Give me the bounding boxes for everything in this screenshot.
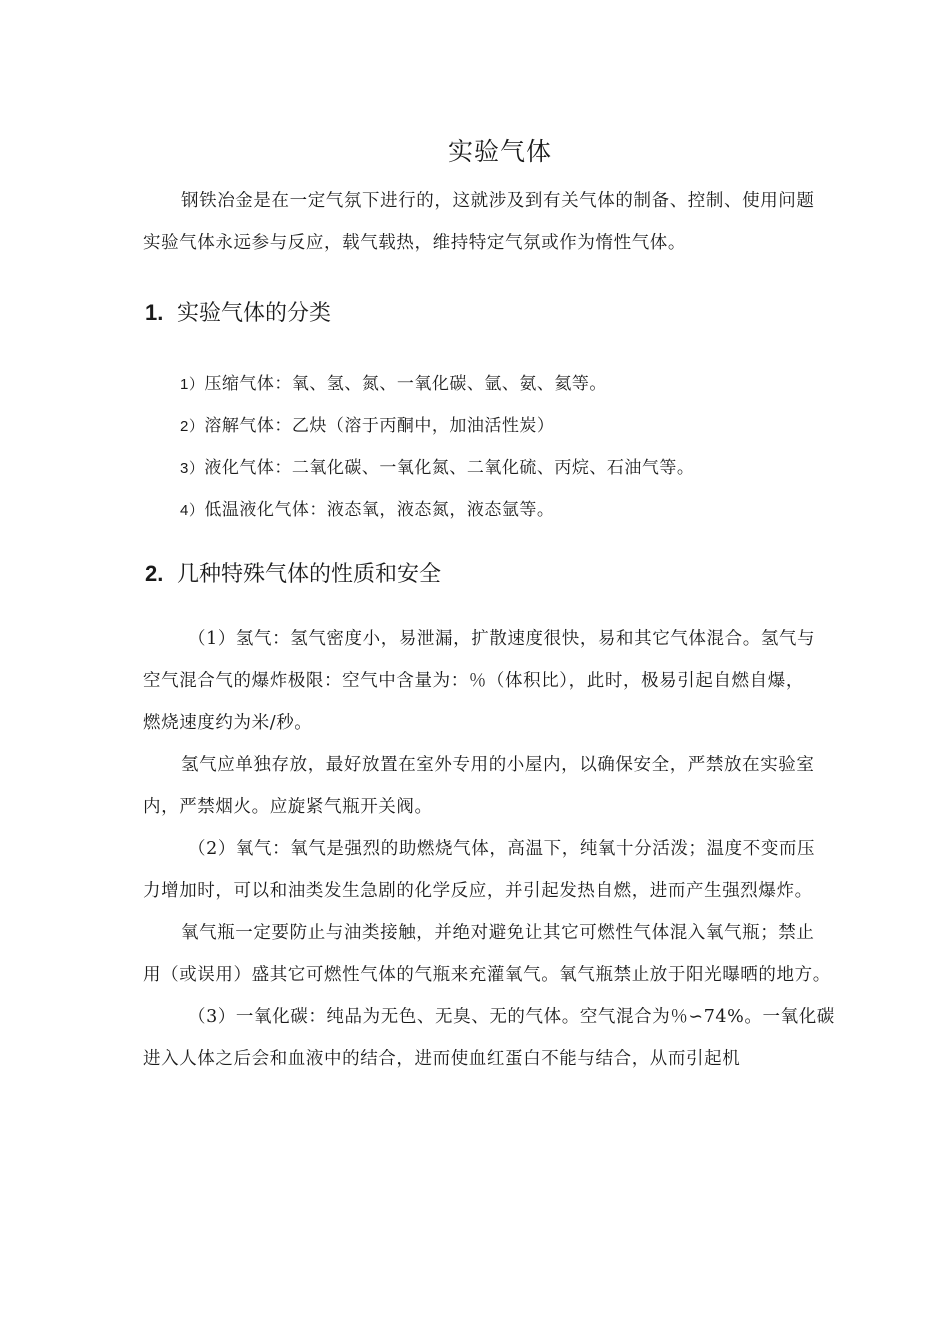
list-item-text: 低温液化气体：液态氧，液态氮，液态氩等。 [204, 500, 555, 520]
list-item-text: 溶解气体：乙炔（溶于丙酮中，加油活性炭） [204, 416, 555, 436]
oxygen-cylinder-line-1: 氧气瓶一定要防止与油类接触，并绝对避免让其它可燃性气体混入氧气瓶；禁止 [181, 923, 815, 943]
hydrogen-line-1: （1）氢气：氢气密度小，易泄漏，扩散速度很快，易和其它气体混合。氢气与 [188, 629, 816, 649]
list-item-marker: 1） [180, 376, 205, 393]
oxygen-line-2: 力增加时，可以和油类发生急剧的化学反应，并引起发热自燃，进而产生强烈爆炸。 [143, 881, 813, 901]
oxygen-line-1: （2）氧气：氧气是强烈的助燃烧气体，高温下，纯氧十分活泼；温度不变而压 [188, 839, 816, 859]
section-2-title: 几种特殊气体的性质和安全 [177, 562, 442, 587]
carbon-monoxide-line-1: （3）一氧化碳：纯品为无色、无臭、无的气体。空气混合为％∽74%。一氧化碳 [188, 1007, 835, 1027]
intro-line-2: 实验气体永远参与反应，载气载热，维持特定气氛或作为惰性气体。 [143, 233, 686, 253]
hydrogen-line-3: 燃烧速度约为米/秒。 [143, 713, 313, 733]
list-item-marker: 2） [180, 418, 205, 435]
section-1-title: 实验气体的分类 [177, 301, 332, 326]
list-item [180, 495, 554, 526]
intro-line-1: 钢铁冶金是在一定气氛下进行的，这就涉及到有关气体的制备、控制、使用问题 [181, 191, 815, 211]
hydrogen-storage-line-1: 氢气应单独存放，最好放置在室外专用的小屋内，以确保安全，严禁放在实验室 [181, 755, 815, 775]
section-2-number: 2. [145, 561, 164, 586]
list-item [180, 453, 694, 484]
oxygen-cylinder-line-2: 用（或误用）盛其它可燃性气体的气瓶来充灌氧气。氧气瓶禁止放于阳光曝晒的地方。 [143, 965, 831, 985]
list-item-text: 液化气体：二氧化碳、一氧化氮、二氧化硫、丙烷、石油气等。 [204, 458, 695, 478]
section-1-heading [145, 296, 331, 331]
list-item-marker: 4） [180, 502, 205, 519]
document-title: 实验气体 [447, 137, 552, 166]
section-2-heading [145, 557, 441, 592]
hydrogen-line-2: 空气混合气的爆炸极限：空气中含量为：％（体积比），此时，极易引起自燃自爆， [143, 671, 804, 691]
list-item [180, 369, 607, 400]
section-1-number: 1. [145, 300, 164, 325]
list-item [180, 411, 554, 442]
hydrogen-storage-line-2: 内，严禁烟火。应旋紧气瓶开关阀。 [143, 797, 433, 817]
list-item-marker: 3） [180, 460, 205, 477]
carbon-monoxide-line-2: 进入人体之后会和血液中的结合，进而使血红蛋白不能与结合，从而引起机 [143, 1049, 741, 1069]
list-item-text: 压缩气体：氧、氢、氮、一氧化碳、氩、氨、氦等。 [204, 374, 607, 394]
